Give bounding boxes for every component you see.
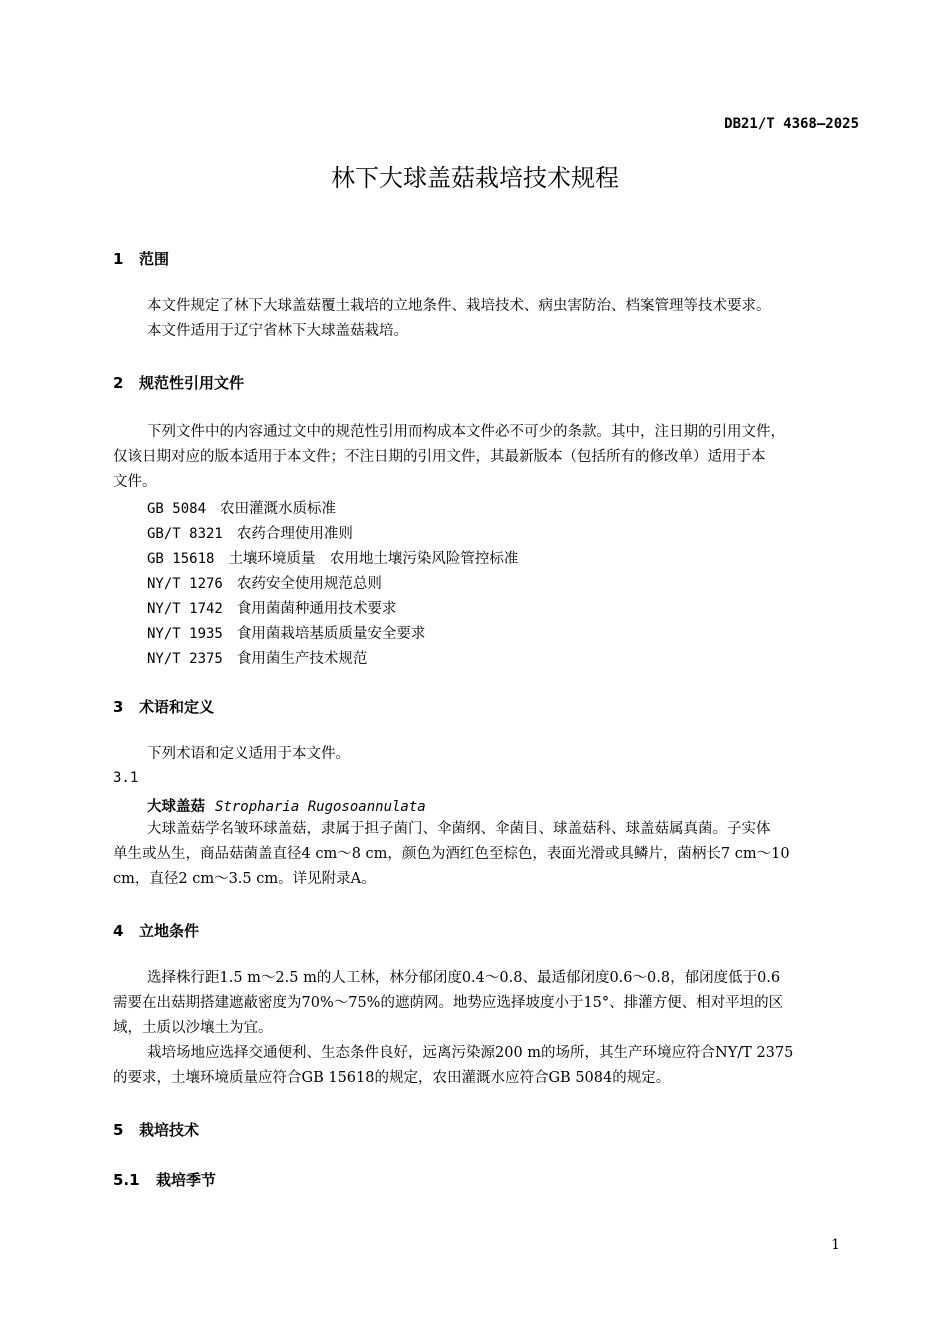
section-4-para-1-line-3: 域，土质以沙壤土为宜。	[113, 1020, 273, 1036]
section-title: 范围	[139, 250, 170, 268]
section-number: 2	[113, 374, 124, 392]
page-number: 1	[831, 1237, 840, 1253]
section-3-heading	[113, 696, 214, 717]
term-number: 3.1	[113, 770, 139, 786]
section-4-para-1-line-2: 需要在出菇期搭建遮蔽密度为70%～75%的遮荫网。地势应选择坡度小于15°、排灌方便、相对平坦的区	[113, 995, 784, 1011]
subsection-5-1-heading	[113, 1169, 216, 1190]
section-4-para-1-line-1: 选择株行距1.5 m～2.5 m的人工林，林分郁闭度0.4～0.8、最适郁闭度0.6～0.8，郁闭度低于0.6	[147, 970, 781, 986]
reference-item: GB 15618 土壤环境质量 农用地土壤污染风险管控标准	[147, 551, 519, 567]
term-latin: Stropharia Rugosoannulata	[215, 799, 426, 815]
section-title: 栽培技术	[139, 1121, 200, 1139]
section-2-heading	[113, 372, 244, 393]
section-4-para-2-line-1: 栽培场地应选择交通便利、生态条件良好，远离污染源200 m的场所，其生产环境应符合NY/T 2375	[147, 1045, 794, 1061]
term-definition-line-1: 大球盖菇学名皱环球盖菇，隶属于担子菌门、伞菌纲、伞菌目、球盖菇科、球盖菇属真菌。子实体	[147, 821, 771, 837]
section-number: 4	[113, 922, 124, 940]
section-3-intro: 下列术语和定义适用于本文件。	[147, 746, 350, 762]
term-chinese: 大球盖菇	[147, 799, 205, 815]
section-number: 3	[113, 698, 124, 716]
reference-item: NY/T 2375 食用菌生产技术规范	[147, 651, 368, 667]
term-definition-line-3: cm，直径2 cm～3.5 cm。详见附录A。	[113, 871, 376, 887]
section-4-heading	[113, 920, 199, 941]
reference-item: NY/T 1276 农药安全使用规范总则	[147, 576, 382, 592]
document-title: 林下大球盖菇栽培技术规程	[331, 164, 619, 192]
section-2-intro-line-3: 文件。	[113, 474, 157, 490]
reference-item: GB/T 8321 农药合理使用准则	[147, 526, 353, 542]
section-4-para-2-line-2: 的要求，土壤环境质量应符合GB 15618的规定，农田灌溉水应符合GB 5084的规定。	[113, 1070, 671, 1086]
section-title: 术语和定义	[139, 698, 215, 716]
reference-item: GB 5084 农田灌溉水质标准	[147, 501, 337, 517]
standard-number: DB21/T 4368—2025	[724, 116, 859, 132]
subsection-number: 5.1	[113, 1171, 140, 1189]
section-1-heading	[113, 248, 169, 269]
section-2-intro-line-1: 下列文件中的内容通过文中的规范性引用而构成本文件必不可少的条款。其中，注日期的引用文件，	[147, 424, 785, 440]
reference-item: NY/T 1742 食用菌菌种通用技术要求	[147, 601, 397, 617]
section-title: 规范性引用文件	[139, 374, 245, 392]
term-entry	[147, 795, 426, 816]
section-number: 1	[113, 250, 124, 268]
section-5-heading	[113, 1119, 199, 1140]
section-2-intro-line-2: 仅该日期对应的版本适用于本文件；不注日期的引用文件，其最新版本（包括所有的修改单）适用于本	[113, 449, 766, 465]
section-number: 5	[113, 1121, 124, 1139]
section-1-para-1: 本文件规定了林下大球盖菇覆土栽培的立地条件、栽培技术、病虫害防治、档案管理等技术要求。	[147, 298, 771, 314]
subsection-title: 栽培季节	[156, 1171, 217, 1189]
section-1-para-2: 本文件适用于辽宁省林下大球盖菇栽培。	[147, 323, 408, 339]
reference-item: NY/T 1935 食用菌栽培基质质量安全要求	[147, 626, 426, 642]
section-title: 立地条件	[139, 922, 200, 940]
term-definition-line-2: 单生或丛生，商品菇菌盖直径4 cm～8 cm，颜色为酒红色至棕色，表面光滑或具鳞片，菌柄长7 cm～10	[113, 846, 790, 862]
